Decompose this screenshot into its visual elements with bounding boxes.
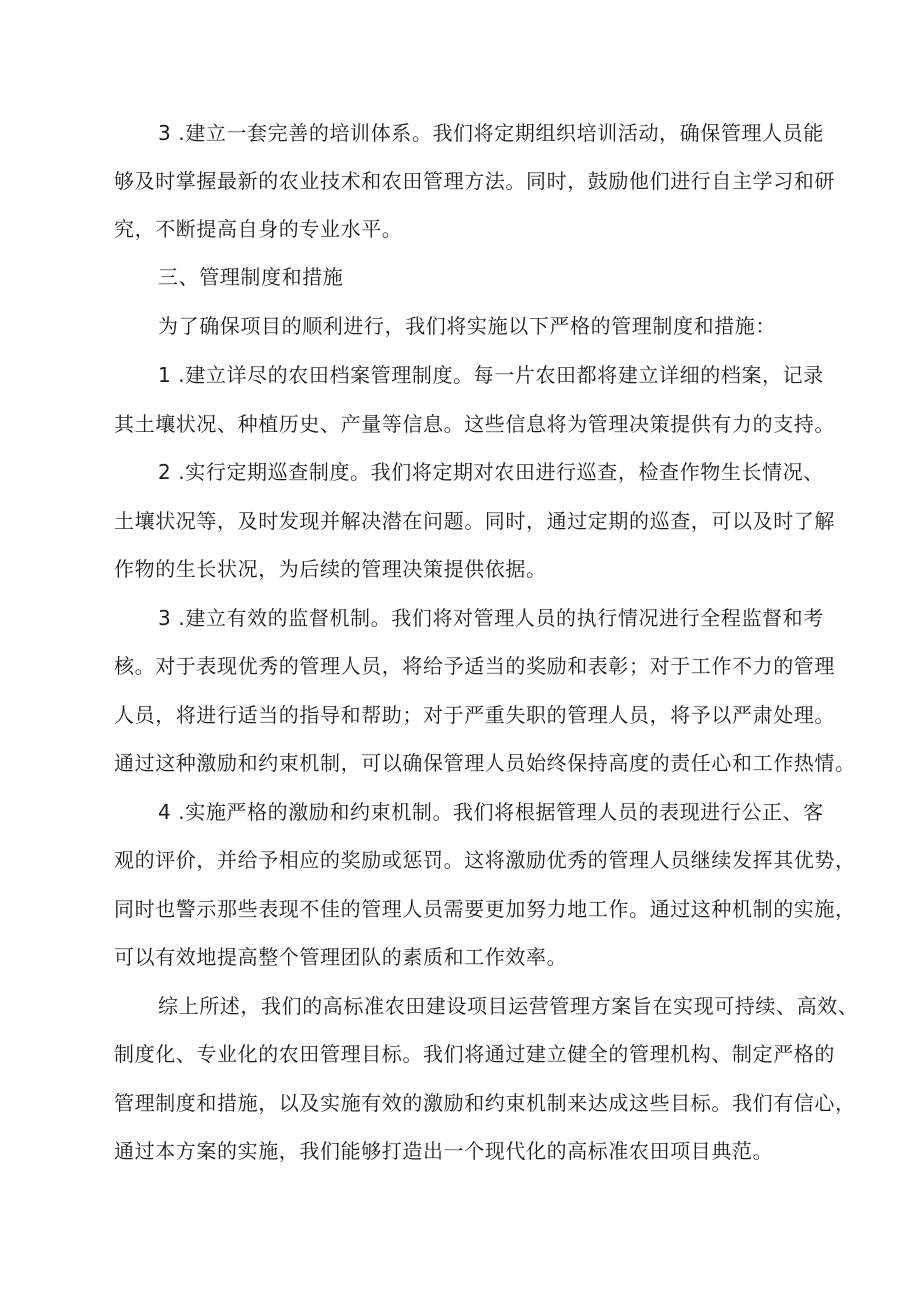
measure-4-line-1: 4 .实施严格的激励和约束机制。我们将根据管理人员的表现进行公正、客 [158,800,824,824]
measure-3-line-2: 核。对于表现优秀的管理人员，将给予适当的奖励和表彰；对于工作不力的管理 [114,654,835,678]
section-intro: 为了确保项目的顺利进行，我们将实施以下严格的管理制度和措施： [158,314,776,338]
conclusion-line-3: 管理制度和措施，以及实施有效的激励和约束机制来达成这些目标。我们有信心， [114,1091,856,1115]
measure-2-line-2: 土壤状况等，及时发现并解决潜在问题。同时，通过定期的巡查，可以及时了解 [114,509,835,533]
measure-4-line-3: 同时也警示那些表现不佳的管理人员需要更加努力地工作。通过这种机制的实施， [114,897,856,921]
measure-2-line-3: 作物的生长状况，为后续的管理决策提供依据。 [114,557,547,581]
section-heading: 三、管理制度和措施 [158,265,344,289]
paragraph-training-system-line-1: 3 .建立一套完善的培训体系。我们将定期组织培训活动，确保管理人员能 [158,121,824,145]
conclusion-line-2: 制度化、专业化的农田管理目标。我们将通过建立健全的管理机构、制定严格的 [114,1042,835,1066]
measure-4-line-2: 观的评价，并给予相应的奖励或惩罚。这将激励优秀的管理人员继续发挥其优势， [114,848,856,872]
conclusion-line-4: 通过本方案的实施，我们能够打造出一个现代化的高标准农田项目典范。 [114,1139,774,1163]
measure-1-line-1: 1 .建立详尽的农田档案管理制度。每一片农田都将建立详细的档案，记录 [158,363,824,387]
measure-4-line-4: 可以有效地提高整个管理团队的素质和工作效率。 [114,945,568,969]
measure-3-line-1: 3 .建立有效的监督机制。我们将对管理人员的执行情况进行全程监督和考 [158,606,824,630]
measure-1-line-2: 其土壤状况、种植历史、产量等信息。这些信息将为管理决策提供有力的支持。 [114,412,835,436]
measure-3-line-4: 通过这种激励和约束机制，可以确保管理人员始终保持高度的责任心和工作热情。 [114,751,856,775]
conclusion-line-1: 综上所述，我们的高标准农田建设项目运营管理方案旨在实现可持续、高效、 [158,994,859,1018]
paragraph-training-system-line-3: 究，不断提高自身的专业水平。 [114,217,403,241]
paragraph-training-system-line-2: 够及时掌握最新的农业技术和农田管理方法。同时，鼓励他们进行自主学习和研 [114,169,835,193]
measure-3-line-3: 人员，将进行适当的指导和帮助；对于严重失职的管理人员，将予以严肃处理。 [114,703,835,727]
measure-2-line-1: 2 .实行定期巡查制度。我们将定期对农田进行巡查，检查作物生长情况、 [158,460,824,484]
